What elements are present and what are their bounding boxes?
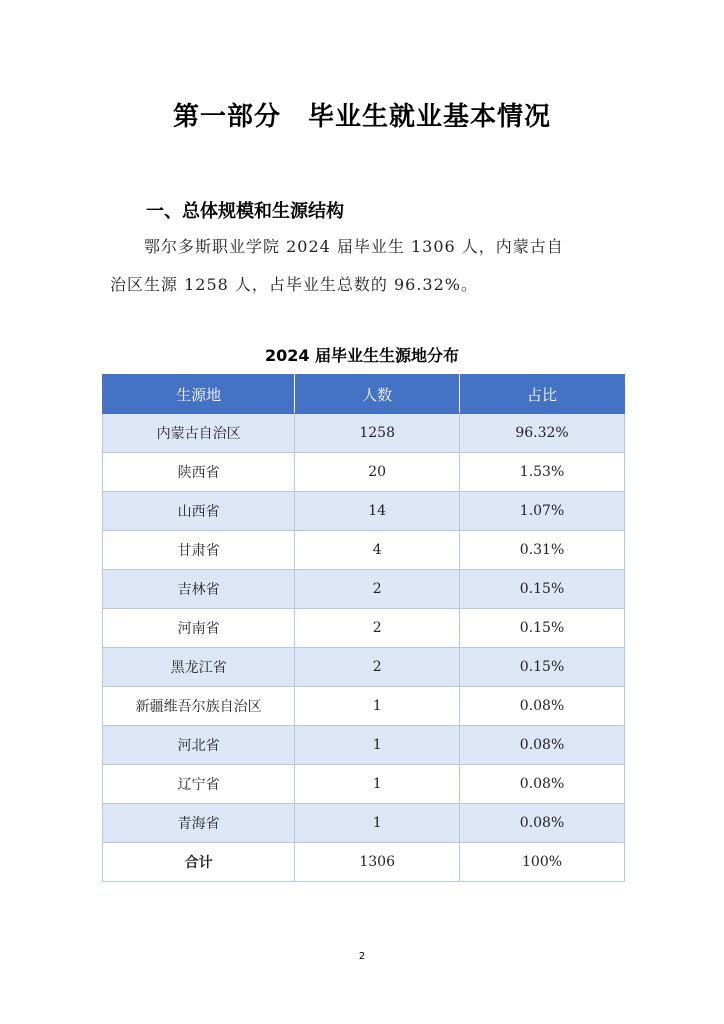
cell-share: 0.15%: [460, 648, 625, 687]
cell-count: 1: [295, 804, 460, 843]
cell-count: 2: [295, 648, 460, 687]
paragraph-line-2: 治区生源 1258 人，占毕业生总数的 96.32%。: [110, 275, 478, 294]
table-row: [103, 804, 625, 843]
cell-count: 1: [295, 765, 460, 804]
table-header-row: [103, 375, 625, 414]
cell-origin: 河北省: [103, 726, 295, 765]
total-count: 1306: [295, 843, 460, 882]
table-row: [103, 492, 625, 531]
cell-share: 0.31%: [460, 531, 625, 570]
cell-share: 0.15%: [460, 570, 625, 609]
cell-origin: 黑龙江省: [103, 648, 295, 687]
cell-share: 1.07%: [460, 492, 625, 531]
table-total-row: [103, 843, 625, 882]
total-label: 合计: [103, 843, 295, 882]
cell-origin: 内蒙古自治区: [103, 414, 295, 453]
table-row: [103, 765, 625, 804]
origin-distribution-table: [102, 374, 625, 882]
page-title: 第一部分 毕业生就业基本情况: [172, 102, 551, 132]
cell-share: 0.08%: [460, 687, 625, 726]
cell-count: 1258: [295, 414, 460, 453]
cell-origin: 甘肃省: [103, 531, 295, 570]
cell-count: 1: [295, 687, 460, 726]
cell-count: 2: [295, 609, 460, 648]
cell-count: 4: [295, 531, 460, 570]
cell-share: 96.32%: [460, 414, 625, 453]
cell-share: 0.08%: [460, 726, 625, 765]
cell-count: 2: [295, 570, 460, 609]
cell-count: 14: [295, 492, 460, 531]
cell-origin: 山西省: [103, 492, 295, 531]
table-row: [103, 609, 625, 648]
table-row: [103, 531, 625, 570]
header-origin: 生源地: [103, 375, 295, 414]
table-row: [103, 726, 625, 765]
cell-count: 20: [295, 453, 460, 492]
table-row: [103, 687, 625, 726]
table-caption: 2024 届毕业生生源地分布: [264, 346, 460, 365]
cell-origin: 新疆维吾尔族自治区: [103, 687, 295, 726]
header-share: 占比: [460, 375, 625, 414]
table-row: [103, 453, 625, 492]
header-count: 人数: [295, 375, 460, 414]
cell-share: 1.53%: [460, 453, 625, 492]
table-row: [103, 648, 625, 687]
cell-share: 0.08%: [460, 765, 625, 804]
paragraph-line-1: 鄂尔多斯职业学院 2024 届毕业生 1306 人，内蒙古自: [144, 237, 564, 256]
cell-origin: 吉林省: [103, 570, 295, 609]
cell-origin: 辽宁省: [103, 765, 295, 804]
cell-origin: 河南省: [103, 609, 295, 648]
cell-count: 1: [295, 726, 460, 765]
section-heading: 一、总体规模和生源结构: [146, 201, 344, 222]
cell-share: 0.08%: [460, 804, 625, 843]
total-share: 100%: [460, 843, 625, 882]
cell-origin: 陕西省: [103, 453, 295, 492]
page-number: 2: [358, 951, 366, 962]
cell-share: 0.15%: [460, 609, 625, 648]
table-row: [103, 414, 625, 453]
cell-origin: 青海省: [103, 804, 295, 843]
table-row: [103, 570, 625, 609]
